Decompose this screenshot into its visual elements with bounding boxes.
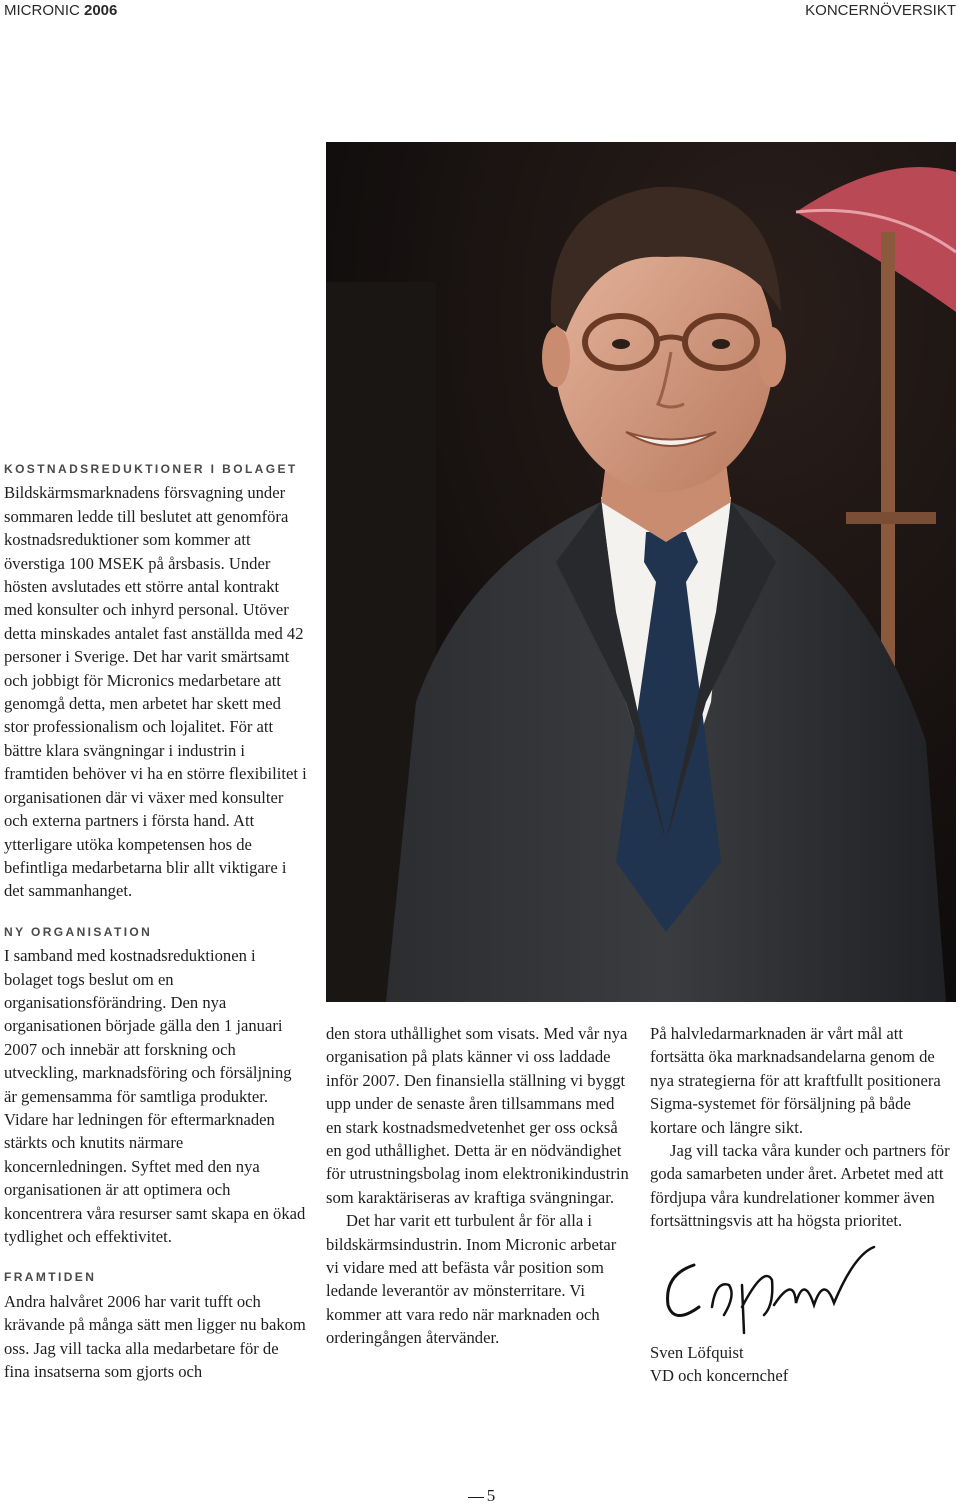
column-1 xyxy=(4,458,308,1383)
page-number-dash xyxy=(468,1497,484,1498)
column-2 xyxy=(326,1022,631,1350)
page-header xyxy=(4,2,956,22)
portrait-photo-icon xyxy=(326,142,956,1002)
column-2-paragraph-1: den stora uthållighet som visats. Med vår nya organisation på plats känner vi oss laddade inför 2007. Den finansiella ställning vi byggt upp under de senaste åren tillsammans med en stark kostnadsmedvetenhet ger oss också en god uthållighet. Detta är en nödvändighet för utrustningsbolag inom elektronikindustrin som karaktäriseras av kraftiga svängningar. xyxy=(326,1024,629,1207)
section-cost-reduction xyxy=(4,458,308,903)
column-2-paragraph-2: Det har varit ett turbulent år för alla i bildskärmsindustrin. Inom Micronic arbetar vi vidare med att befästa vår position som ledande leverantör av mönsterritare. Vi kommer att vara redo när marknaden och orderingången återvänder. xyxy=(326,1211,617,1348)
text-cost-reduction: Bildskärmsmarknadens försvagning under sommaren ledde till beslutet att genomföra kostnadsreduktioner som kommer att överstiga 100 MSEK på årsbasis. Under hösten avslutades ett större antal kontrakt med konsulter och inhyrd personal. Utöver detta minskades antalet fast anställda med 42 personer i Sverige. Det har varit smärtsamt och jobbigt för Micronics medarbetare att genomgå detta, men arbetet har skett med stor professionalism och lojalitet. För att bättre klara svängningar i industrin i framtiden behöver vi ha en större flexibilitet i organisationen där vi växer med konsulter och externa partners i första hand. Att ytterligare utöka kompetensen hos de befintliga medarbetarna blir allt viktigare i det sammanhanget. xyxy=(4,483,307,901)
page-number-value: 5 xyxy=(486,1486,496,1505)
signature-title: VD och koncernchef xyxy=(650,1366,789,1386)
header-section: KONCERNÖVERSIKT xyxy=(805,2,956,19)
column-3-paragraph-2: Jag vill tacka våra kunder och partners för goda samarbeten under året. Arbetet med att fördjupa våra kundrelationer kommer även fortsättningsvis att ha högsta prioritet. xyxy=(650,1141,950,1231)
signature-name: Sven Löfquist xyxy=(650,1342,744,1362)
header-company xyxy=(4,2,117,19)
text-new-organisation: I samband med kostnadsreduktionen i bolaget togs beslut om en organisationsförändring. Den nya organisationen började gälla den 1 januari 2007 och innebär att forskning och utveckling, marknadsföring och försäljning är gemensamma för samtliga produkter. Vidare har ledningen för eftermarknaden stärkts och knutits närmare koncernledningen. Syftet med den nya organisationen är att optimera och koncentrera våra resurser samt skapa en ökad tydlighet och effektivitet. xyxy=(4,946,306,1246)
heading-new-organisation: NY ORGANISATION xyxy=(4,924,153,939)
text-future: Andra halvåret 2006 har varit tufft och krävande på många sätt men ligger nu bakom oss. Jag vill tacka alla medarbetare för de fina insatserna som gjorts och xyxy=(4,1291,306,1382)
column-3 xyxy=(650,1022,956,1387)
heading-cost-reduction: KOSTNADSREDUKTIONER I BOLAGET xyxy=(4,462,298,476)
report-year: 2006 xyxy=(84,2,118,19)
section-new-organisation xyxy=(4,921,308,1249)
heading-future: FRAMTIDEN xyxy=(4,1270,97,1285)
page-number xyxy=(0,1486,960,1506)
signature-icon xyxy=(654,1245,884,1335)
column-3-paragraph-1: På halvledarmarknaden är vårt mål att fortsätta öka marknadsandelarna genom de nya strategierna för att kraftfullt positionera Sigma-systemet för försäljning på både kortare och längre sikt. xyxy=(650,1024,941,1137)
company-name: MICRONIC xyxy=(4,2,80,19)
section-future xyxy=(4,1266,308,1383)
portrait-photo xyxy=(326,142,956,1002)
